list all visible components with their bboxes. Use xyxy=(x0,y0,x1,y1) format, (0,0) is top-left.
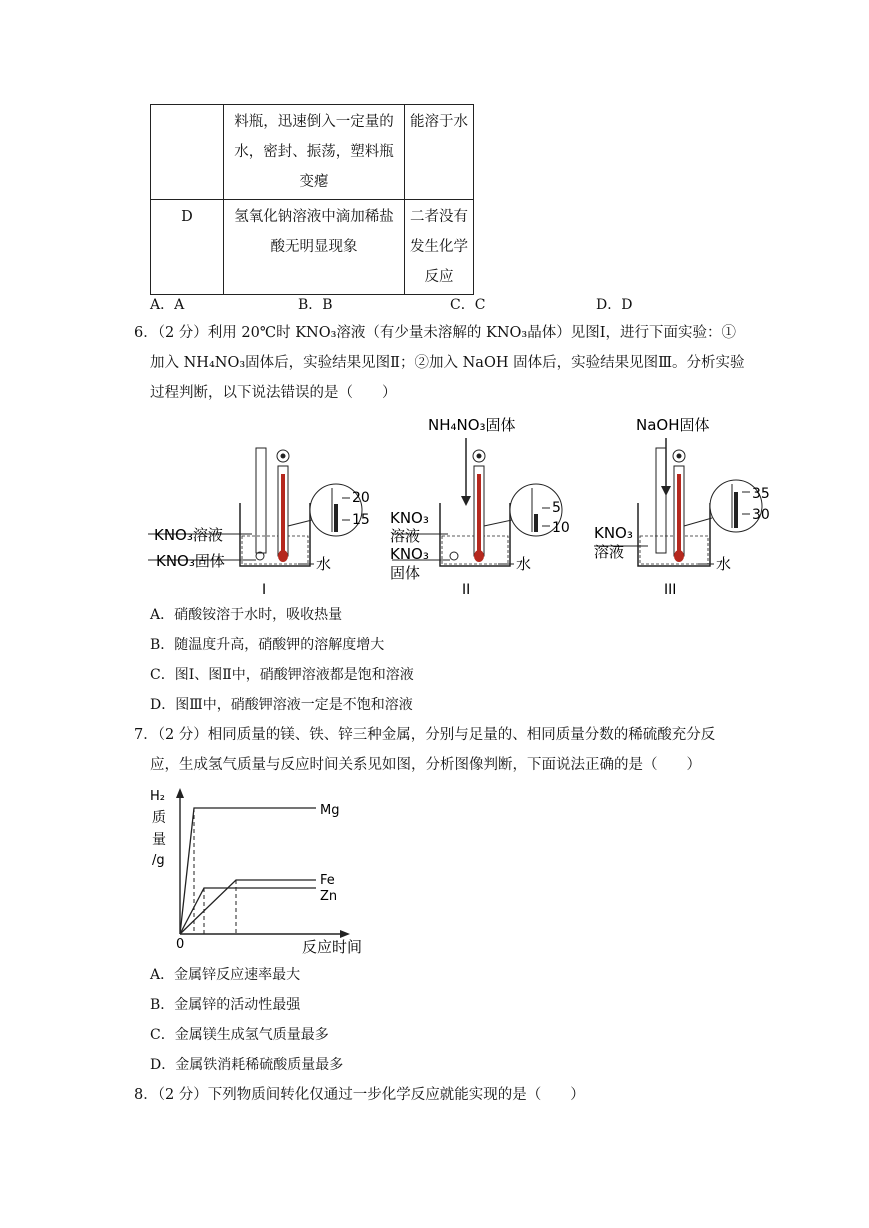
fig3-tick-lo: 30 xyxy=(752,507,770,523)
fig3-solution-label-b: 溶液 xyxy=(594,543,625,561)
fe-label: Fe xyxy=(320,873,335,888)
y-label-liang: 量 xyxy=(152,832,166,848)
y-label-zhi: 质 xyxy=(152,810,166,826)
q6-option-d: D．图Ⅲ中，硝酸钾溶液一定是不饱和溶液 xyxy=(150,697,413,713)
q7-option-b: B．金属锌的活动性最强 xyxy=(150,997,301,1013)
fig2-caption: II xyxy=(462,582,471,598)
zn-line xyxy=(180,888,316,934)
fig1-water-label: 水 xyxy=(316,555,332,573)
q5-option-b: B．B xyxy=(298,297,333,313)
fig2-solution-label-b: 溶液 xyxy=(390,527,421,545)
y-label-h2: H₂ xyxy=(150,789,165,804)
fig2-solution-label: KNO₃ xyxy=(390,509,429,527)
table-cell: 能溶于水 xyxy=(405,105,474,200)
zn-label: Zn xyxy=(320,889,338,904)
fig2-solid-label: KNO₃ xyxy=(390,545,429,563)
table-cell: 氢氧化钠溶液中滴加稀盐酸无明显现象 xyxy=(224,200,405,295)
q7-stem-line2: 应，生成氢气质量与反应时间关系见如图，分析图像判断，下面说法正确的是（ ） xyxy=(150,757,701,773)
fig2-water-label: 水 xyxy=(516,555,532,573)
q5-option-a: A．A xyxy=(150,297,185,313)
x-axis-label: 反应时间 xyxy=(302,938,363,956)
q7-option-c: C．金属镁生成氢气质量最多 xyxy=(150,1027,329,1043)
fig2-tick-lo: 10 xyxy=(552,520,570,536)
q5-option-d: D．D xyxy=(596,297,633,313)
beaker-1 xyxy=(148,448,370,598)
fig2-tick-hi: 5 xyxy=(552,500,561,516)
fig3-tick-hi: 35 xyxy=(752,486,770,502)
table-row xyxy=(151,105,474,200)
fig1-solution-label: KNO₃溶液 xyxy=(154,526,223,544)
table-cell xyxy=(151,105,224,200)
q7-stem-line1: 7．（2 分）相同质量的镁、铁、锌三种金属，分别与足量的、相同质量分数的稀硫酸充分反 xyxy=(134,727,716,743)
beaker-3 xyxy=(594,416,770,598)
q5-option-c: C．C xyxy=(450,297,486,313)
q6-option-a: A．硝酸铵溶于水时，吸收热量 xyxy=(150,607,343,623)
answer-table xyxy=(150,104,474,295)
q6-stem-line1: 6．（2 分）利用 20℃时 KNO₃溶液（有少量未溶解的 KNO₃晶体）见图Ⅰ，进行下面实验：① xyxy=(134,325,736,341)
fig3-caption: III xyxy=(664,582,677,598)
q7-option-d: D．金属铁消耗稀硫酸质量最多 xyxy=(150,1057,344,1073)
fig1-tick-hi: 20 xyxy=(352,490,370,506)
origin-label: 0 xyxy=(176,937,185,952)
mg-label: Mg xyxy=(320,803,340,818)
q8-stem-line1: 8．（2 分）下列物质间转化仅通过一步化学反应就能实现的是（ ） xyxy=(134,1087,585,1103)
q6-option-c: C．图Ⅰ、图Ⅱ中，硝酸钾溶液都是饱和溶液 xyxy=(150,667,414,683)
fig3-water-label: 水 xyxy=(716,555,732,573)
q6-stem-line2: 加入 NH₄NO₃固体后，实验结果见图Ⅱ；②加入 NaOH 固体后，实验结果见图Ⅲ。分析实验 xyxy=(150,355,745,371)
q6-stem-line3: 过程判断，以下说法错误的是（ ） xyxy=(150,385,397,401)
table-cell: 二者没有发生化学反应 xyxy=(405,200,474,295)
table-cell: 料瓶，迅速倒入一定量的水，密封、振荡，塑料瓶变瘪 xyxy=(224,105,405,200)
q7-option-a: A．金属锌反应速率最大 xyxy=(150,967,301,983)
fig2-added-label: NH₄NO₃固体 xyxy=(428,416,516,434)
table-cell: D xyxy=(151,200,224,295)
fig1-tick-lo: 15 xyxy=(352,512,370,528)
fig2-solid-label-b: 固体 xyxy=(390,564,421,582)
fig1-solid-label: KNO₃固体 xyxy=(156,552,225,570)
q7-graph xyxy=(146,784,376,960)
q6-figure xyxy=(148,408,788,604)
beaker-2 xyxy=(390,416,570,598)
fig3-solution-label: KNO₃ xyxy=(594,524,633,542)
fig1-caption: I xyxy=(262,582,267,598)
table-row xyxy=(151,200,474,295)
q6-option-b: B．随温度升高，硝酸钾的溶解度增大 xyxy=(150,637,385,653)
y-label-unit: /g xyxy=(152,853,165,868)
fig3-added-label: NaOH固体 xyxy=(636,416,710,434)
